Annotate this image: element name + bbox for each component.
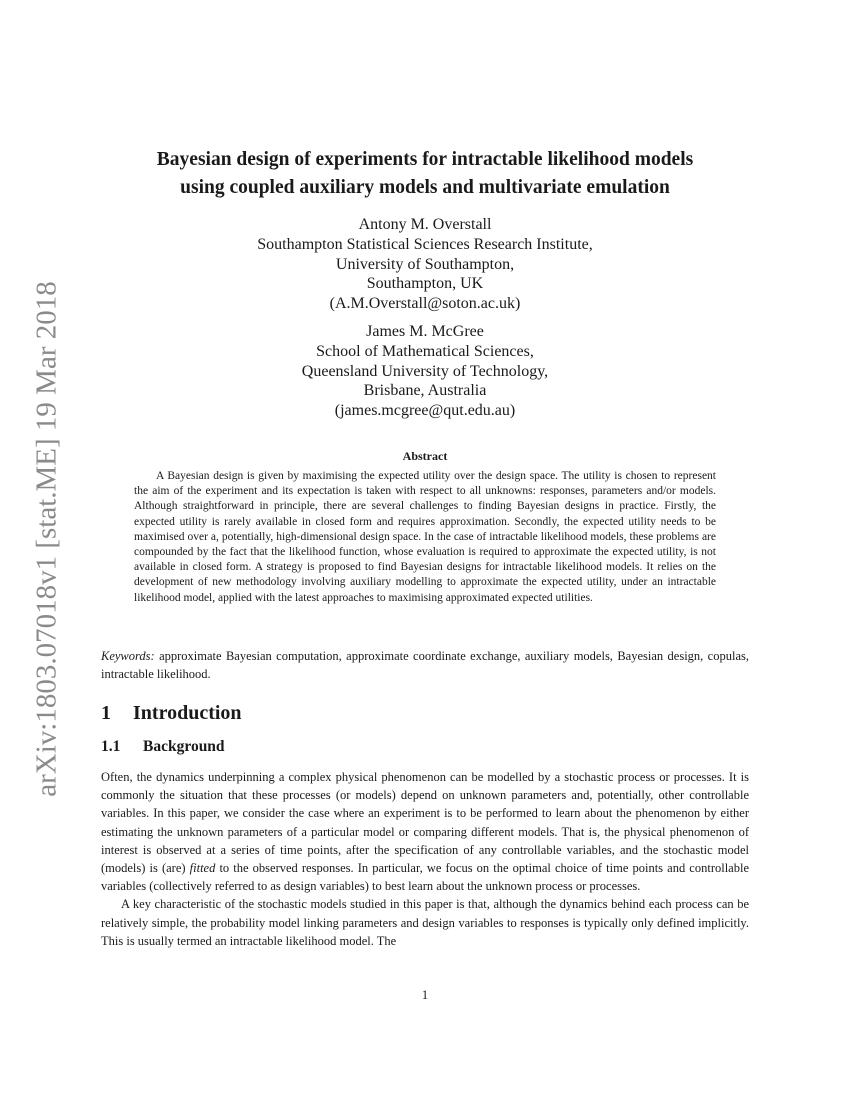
section-heading xyxy=(101,702,242,725)
subsection-heading xyxy=(101,738,225,756)
affiliation-line: Southampton Statistical Sciences Research Institute, xyxy=(257,235,593,253)
author-list xyxy=(100,215,750,421)
body-text xyxy=(101,768,749,950)
body-paragraph xyxy=(101,768,749,895)
author-name: James M. McGree xyxy=(366,322,484,340)
affiliation-line: School of Mathematical Sciences, xyxy=(316,342,534,360)
author-email: (james.mcgree@qut.edu.au) xyxy=(334,402,516,420)
emphasis-text: fitted xyxy=(189,861,216,876)
author-block xyxy=(100,322,750,421)
section-title: Introduction xyxy=(133,702,242,724)
paragraph-text: Often, the dynamics underpinning a complex physical phenomenon can be modelled by a stochastic process or processes. It is commonly the situation that these processes (or models) depend on unknown parameters and, potentially, other controllable variables. In this paper, we consider the case where an experiment is to be performed to learn about the phenomenon by either estimating the unknown parameters of a particular model or comparing different models. That is, the physical phenomenon of interest is observed at a series of time points, after the specification of any controllable variables, and the stochastic model (models) is (are) xyxy=(101,770,749,876)
affiliation-line: Brisbane, Australia xyxy=(363,382,487,400)
keywords xyxy=(101,647,749,683)
paper-title xyxy=(60,146,790,202)
paragraph-text: to the observed responses. In particular, we focus on the optimal choice of time points and controllable variables (collectively referred to as design variables) to best learn about the unknown process or processes. xyxy=(101,861,749,894)
title-line: using coupled auxiliary models and multivariate emulation xyxy=(180,177,670,198)
keywords-label: Keywords: xyxy=(101,649,155,663)
page-number: 1 xyxy=(421,988,429,1002)
title-line: Bayesian design of experiments for intractable likelihood models xyxy=(156,149,694,170)
author-email: (A.M.Overstall@soton.ac.uk) xyxy=(329,295,521,313)
body-paragraph: A key characteristic of the stochastic models studied in this paper is that, although the dynamics behind each process can be relatively simple, the probability model linking parameters and design variables to responses is typically only defined implicitly. This is usually termed an intractable likelihood model. The xyxy=(101,897,749,948)
keywords-text: approximate Bayesian computation, approximate coordinate exchange, auxiliary models, Bayesian design, copulas, intractable likelihood. xyxy=(101,649,749,681)
abstract-heading: Abstract xyxy=(402,449,448,463)
author-block xyxy=(100,215,750,314)
author-name: Antony M. Overstall xyxy=(358,216,492,233)
affiliation-line: Southampton, UK xyxy=(366,275,484,293)
affiliation-line: University of Southampton, xyxy=(335,255,515,273)
affiliation-line: Queensland University of Technology, xyxy=(301,362,549,380)
section-number: 1 xyxy=(101,702,111,724)
abstract-text: A Bayesian design is given by maximising the expected utility over the design space. The utility is chosen to represent the aim of the experiment and its expectation is taken with respect to all unknowns: responses, parameters and/or models. Although straightforward in principle, there are several challenges to finding Bayesian designs in practice. Firstly, the expected utility is rarely available in closed form and requires approximation. Secondly, the expected utility needs to be maximised over a, potentially, high-dimensional design space. In the case of intractable likelihood models, these problems are compounded by the fact that the likelihood function, whose evaluation is required to approximate the expected utility, is not available in closed form. A strategy is proposed to find Bayesian designs for intractable likelihood models. It relies on the development of new methodology involving auxiliary modelling to approximate the expected utility, under an intractable likelihood model, applied with the latest approaches to maximising approximated expected utilities. xyxy=(134,470,716,604)
arxiv-id: arXiv:1803.07018v1 [stat.ME] 19 Mar 2018 xyxy=(30,281,63,797)
subsection-number: 1.1 xyxy=(101,738,121,755)
arxiv-side-stamp xyxy=(22,281,72,797)
subsection-title: Background xyxy=(143,738,225,755)
